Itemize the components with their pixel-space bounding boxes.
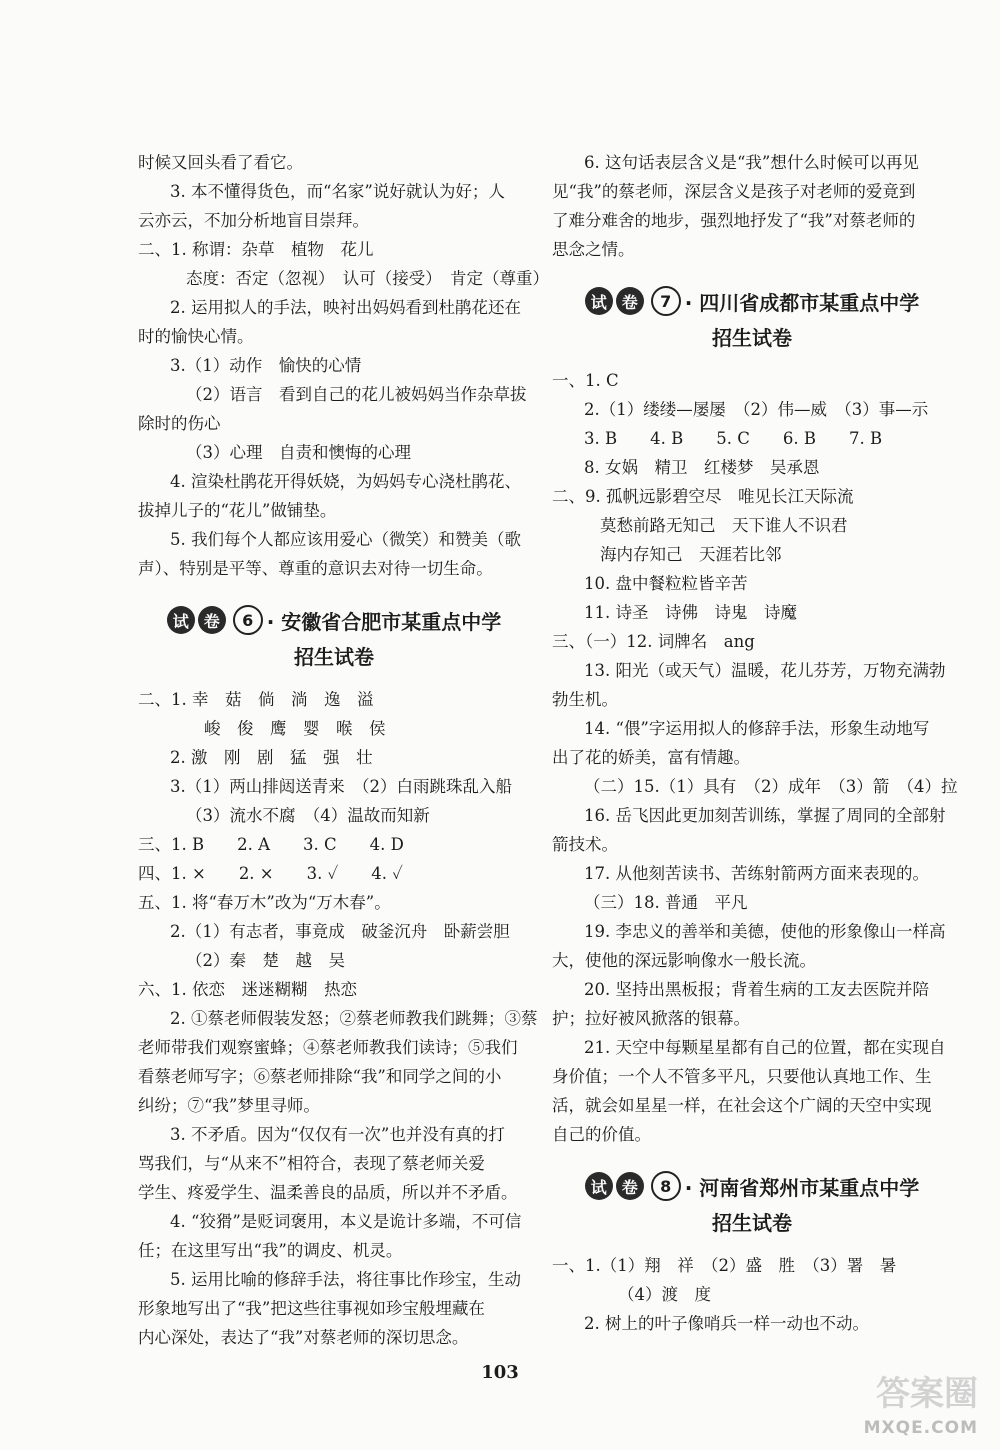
- text-line: 5. 我们每个人都应该用爱心（微笑）和赞美（歌: [170, 530, 521, 549]
- section-title: · 安徽省合肥市某重点中学: [266, 609, 502, 634]
- text-line: 二、1. 称谓：杂草 植物 花儿: [138, 240, 374, 259]
- text-line: 4. 渲染杜鹃花开得妖娆，为妈妈专心浇杜鹃花、: [170, 472, 521, 491]
- section-title: · 河南省郑州市某重点中学: [684, 1175, 920, 1200]
- text-line: 5. 运用比喻的修辞手法，将往事比作珍宝，生动: [170, 1270, 521, 1289]
- watermark-logo: [834, 1362, 984, 1442]
- spacer: [138, 583, 530, 595]
- section-subtitle: 招生试卷: [712, 326, 792, 350]
- exam-badge-icon: 试: [585, 1172, 613, 1200]
- left-block-1: [138, 148, 549, 583]
- text-line: 三、（一）12. 词牌名 ang: [552, 632, 755, 651]
- text-line: 2. 树上的叶子像哨兵一样一动也不动。: [584, 1314, 869, 1333]
- text-line: 身价值；一个人不管多平凡，只要他认真地工作、生: [552, 1067, 932, 1086]
- text-line: 3. 不矛盾。因为“仅仅有一次”也并没有真的打: [170, 1125, 505, 1144]
- text-line: 大，使他的深远影响像水一般长流。: [552, 951, 816, 970]
- section-subtitle: 招生试卷: [712, 1211, 792, 1235]
- text-line: 时候又回头看了看它。: [138, 153, 303, 172]
- spacer: [552, 264, 952, 276]
- circled-number: 7: [651, 286, 681, 316]
- left-block-2: [138, 685, 538, 1352]
- text-line: 二、9. 孤帆远影碧空尽 唯见长江天际流: [552, 487, 854, 506]
- exam-badge-icon: 试: [585, 287, 613, 315]
- text-line: 声）、特别是平等、尊重的意识去对待一切生命。: [138, 559, 493, 578]
- section-heading-8: [552, 1167, 952, 1205]
- text-line: 2. 运用拟人的手法，映衬出妈妈看到杜鹃花还在: [170, 298, 521, 317]
- text-line: 17. 从他刻苦读书、苦练射箭两方面来表现的。: [584, 864, 929, 883]
- text-line: 二、1. 幸 菇 倘 淌 逸 溢: [138, 690, 374, 709]
- text-line: 2.（1）有志者，事竟成 破釜沉舟 卧薪尝胆: [170, 922, 510, 941]
- text-line: 6. 这句话表层含义是“我”想什么时候可以再见: [584, 153, 919, 172]
- text-line: 看蔡老师写字；⑥蔡老师排除“我”和同学之间的小: [138, 1067, 502, 1086]
- text-line: 任；在这里写出“我”的调皮、机灵。: [138, 1241, 403, 1260]
- exam-badge-icon: 卷: [616, 287, 644, 315]
- watermark-domain: MXQE.COM: [863, 1418, 978, 1438]
- text-line: （2）语言 看到自己的花儿被妈妈当作杂草拔: [186, 385, 527, 404]
- text-line: 20. 坚持出黑板报；背着生病的工友去医院并陪: [584, 980, 929, 999]
- text-line: 峻 俊 鹰 婴 喉 侯: [204, 719, 386, 738]
- right-block-2: [552, 366, 958, 1149]
- text-line: （3）心理 自责和懊悔的心理: [186, 443, 411, 462]
- text-line: 四、1. × 2. × 3. ✓ 4. ✓: [138, 864, 403, 883]
- text-line: 见“我”的蔡老师，深层含义是孩子对老师的爱竟到: [552, 182, 916, 201]
- text-line: 形象地写出了“我”把这些往事视如珍宝般埋藏在: [138, 1299, 485, 1318]
- text-line: 3.（1）两山排闼送青来 （2）白雨跳珠乱入船: [170, 777, 512, 796]
- text-line: 3.（1）动作 愉快的心情: [170, 356, 362, 375]
- text-line: 老师带我们观察蜜蜂；④蔡老师教我们读诗；⑤我们: [138, 1038, 518, 1057]
- text-line: 19. 李忠义的善举和美德，使他的形象像山一样高: [584, 922, 946, 941]
- text-line: 三、1. B 2. A 3. C 4. D: [138, 835, 404, 854]
- text-line: 态度：否定（忽视） 认可（接受） 肯定（尊重）: [186, 269, 549, 288]
- text-line: （三）18. 普通 平凡: [584, 893, 748, 912]
- text-line: 纠纷；⑦“我”梦里寻师。: [138, 1096, 320, 1115]
- circled-number: 6: [233, 605, 263, 635]
- section-title: · 四川省成都市某重点中学: [684, 290, 920, 315]
- left-column: [138, 148, 549, 1352]
- text-line: 海内存知己 天涯若比邻: [600, 545, 782, 564]
- exam-badge-icon: 卷: [616, 1172, 644, 1200]
- text-line: 3. 本不懂得货色，而“名家”说好就认为好；人: [170, 182, 505, 201]
- text-line: 拔掉儿子的“花儿”做铺垫。: [138, 501, 337, 520]
- text-line: 13. 阳光（或天气）温暖，花儿芬芳，万物充满勃: [584, 661, 946, 680]
- text-line: 2. ①蔡老师假装发怒；②蔡老师教我们跳舞；③蔡: [170, 1009, 538, 1028]
- text-line: 了难分难舍的地步，强烈地抒发了“我”对蔡老师的: [552, 211, 916, 230]
- text-line: 3. B 4. B 5. C 6. B 7. B: [584, 429, 883, 448]
- right-block-1: [552, 148, 952, 264]
- text-line: （2）秦 楚 越 吴: [186, 951, 345, 970]
- text-line: 六、1. 依恋 迷迷糊糊 热恋: [138, 980, 357, 999]
- text-line: （3）流水不腐 （4）温故而知新: [186, 806, 430, 825]
- text-line: 21. 天空中每颗星星都有自己的位置，都在实现自: [584, 1038, 946, 1057]
- exam-badge-icon: 试: [167, 606, 195, 634]
- text-line: （4）渡 度: [618, 1285, 711, 1304]
- text-line: 五、1. 将“春万木”改为“万木春”。: [138, 893, 391, 912]
- circled-number: 8: [651, 1171, 681, 1201]
- text-line: 勃生机。: [552, 690, 618, 709]
- text-line: 16. 岳飞因此更加刻苦训练，掌握了周同的全部射: [584, 806, 946, 825]
- text-line: 2.（1）缕缕—屡屡 （2）伟—威 （3）事—示: [584, 400, 929, 419]
- exam-badge-icon: 卷: [198, 606, 226, 634]
- section-heading-7: [552, 282, 952, 320]
- text-line: 莫愁前路无知己 天下谁人不识君: [600, 516, 848, 535]
- text-line: 一、1. C: [552, 371, 619, 390]
- text-line: 护；拉好被风掀落的银幕。: [552, 1009, 750, 1028]
- section-heading-6: [138, 601, 530, 639]
- text-line: 出了花的娇美，富有情趣。: [552, 748, 750, 767]
- text-line: 骂我们，与“从来不”相符合，表现了蔡老师关爱: [138, 1154, 485, 1173]
- text-line: 2. 激 刚 剧 猛 强 壮: [170, 748, 373, 767]
- text-line: 云亦云，不加分析地盲目崇拜。: [138, 211, 369, 230]
- text-line: （二）15.（1）具有 （2）成年 （3）箭 （4）拉: [584, 777, 958, 796]
- page-number: 103: [481, 1362, 519, 1383]
- text-line: 自己的价值。: [552, 1125, 651, 1144]
- text-line: 除时的伤心: [138, 414, 221, 433]
- right-column: [552, 148, 958, 1338]
- text-line: 14. “偎”字运用拟人的修辞手法，形象生动地写: [584, 719, 930, 738]
- text-line: 一、1.（1）翔 祥 （2）盛 胜 （3）署 暑: [552, 1256, 897, 1275]
- text-line: 箭技术。: [552, 835, 618, 854]
- text-line: 11. 诗圣 诗佛 诗鬼 诗魔: [584, 603, 797, 622]
- text-line: 10. 盘中餐粒粒皆辛苦: [584, 574, 748, 593]
- section-subtitle: 招生试卷: [294, 645, 374, 669]
- text-line: 学生、疼爱学生、温柔善良的品质，所以并不矛盾。: [138, 1183, 518, 1202]
- text-line: 4. “狡猾”是贬词褒用，本义是诡计多端，不可信: [170, 1212, 522, 1231]
- text-line: 活，就会如星星一样，在社会这个广阔的天空中实现: [552, 1096, 932, 1115]
- text-line: 8. 女娲 精卫 红楼梦 吴承恩: [584, 458, 820, 477]
- right-block-3: [552, 1251, 952, 1338]
- spacer: [552, 1149, 952, 1161]
- text-line: 思念之情。: [552, 240, 635, 259]
- watermark-logo-text: 答案圈: [876, 1374, 978, 1414]
- text-line: 时的愉快心情。: [138, 327, 254, 346]
- text-line: 内心深处，表达了“我”对蔡老师的深切思念。: [138, 1328, 469, 1347]
